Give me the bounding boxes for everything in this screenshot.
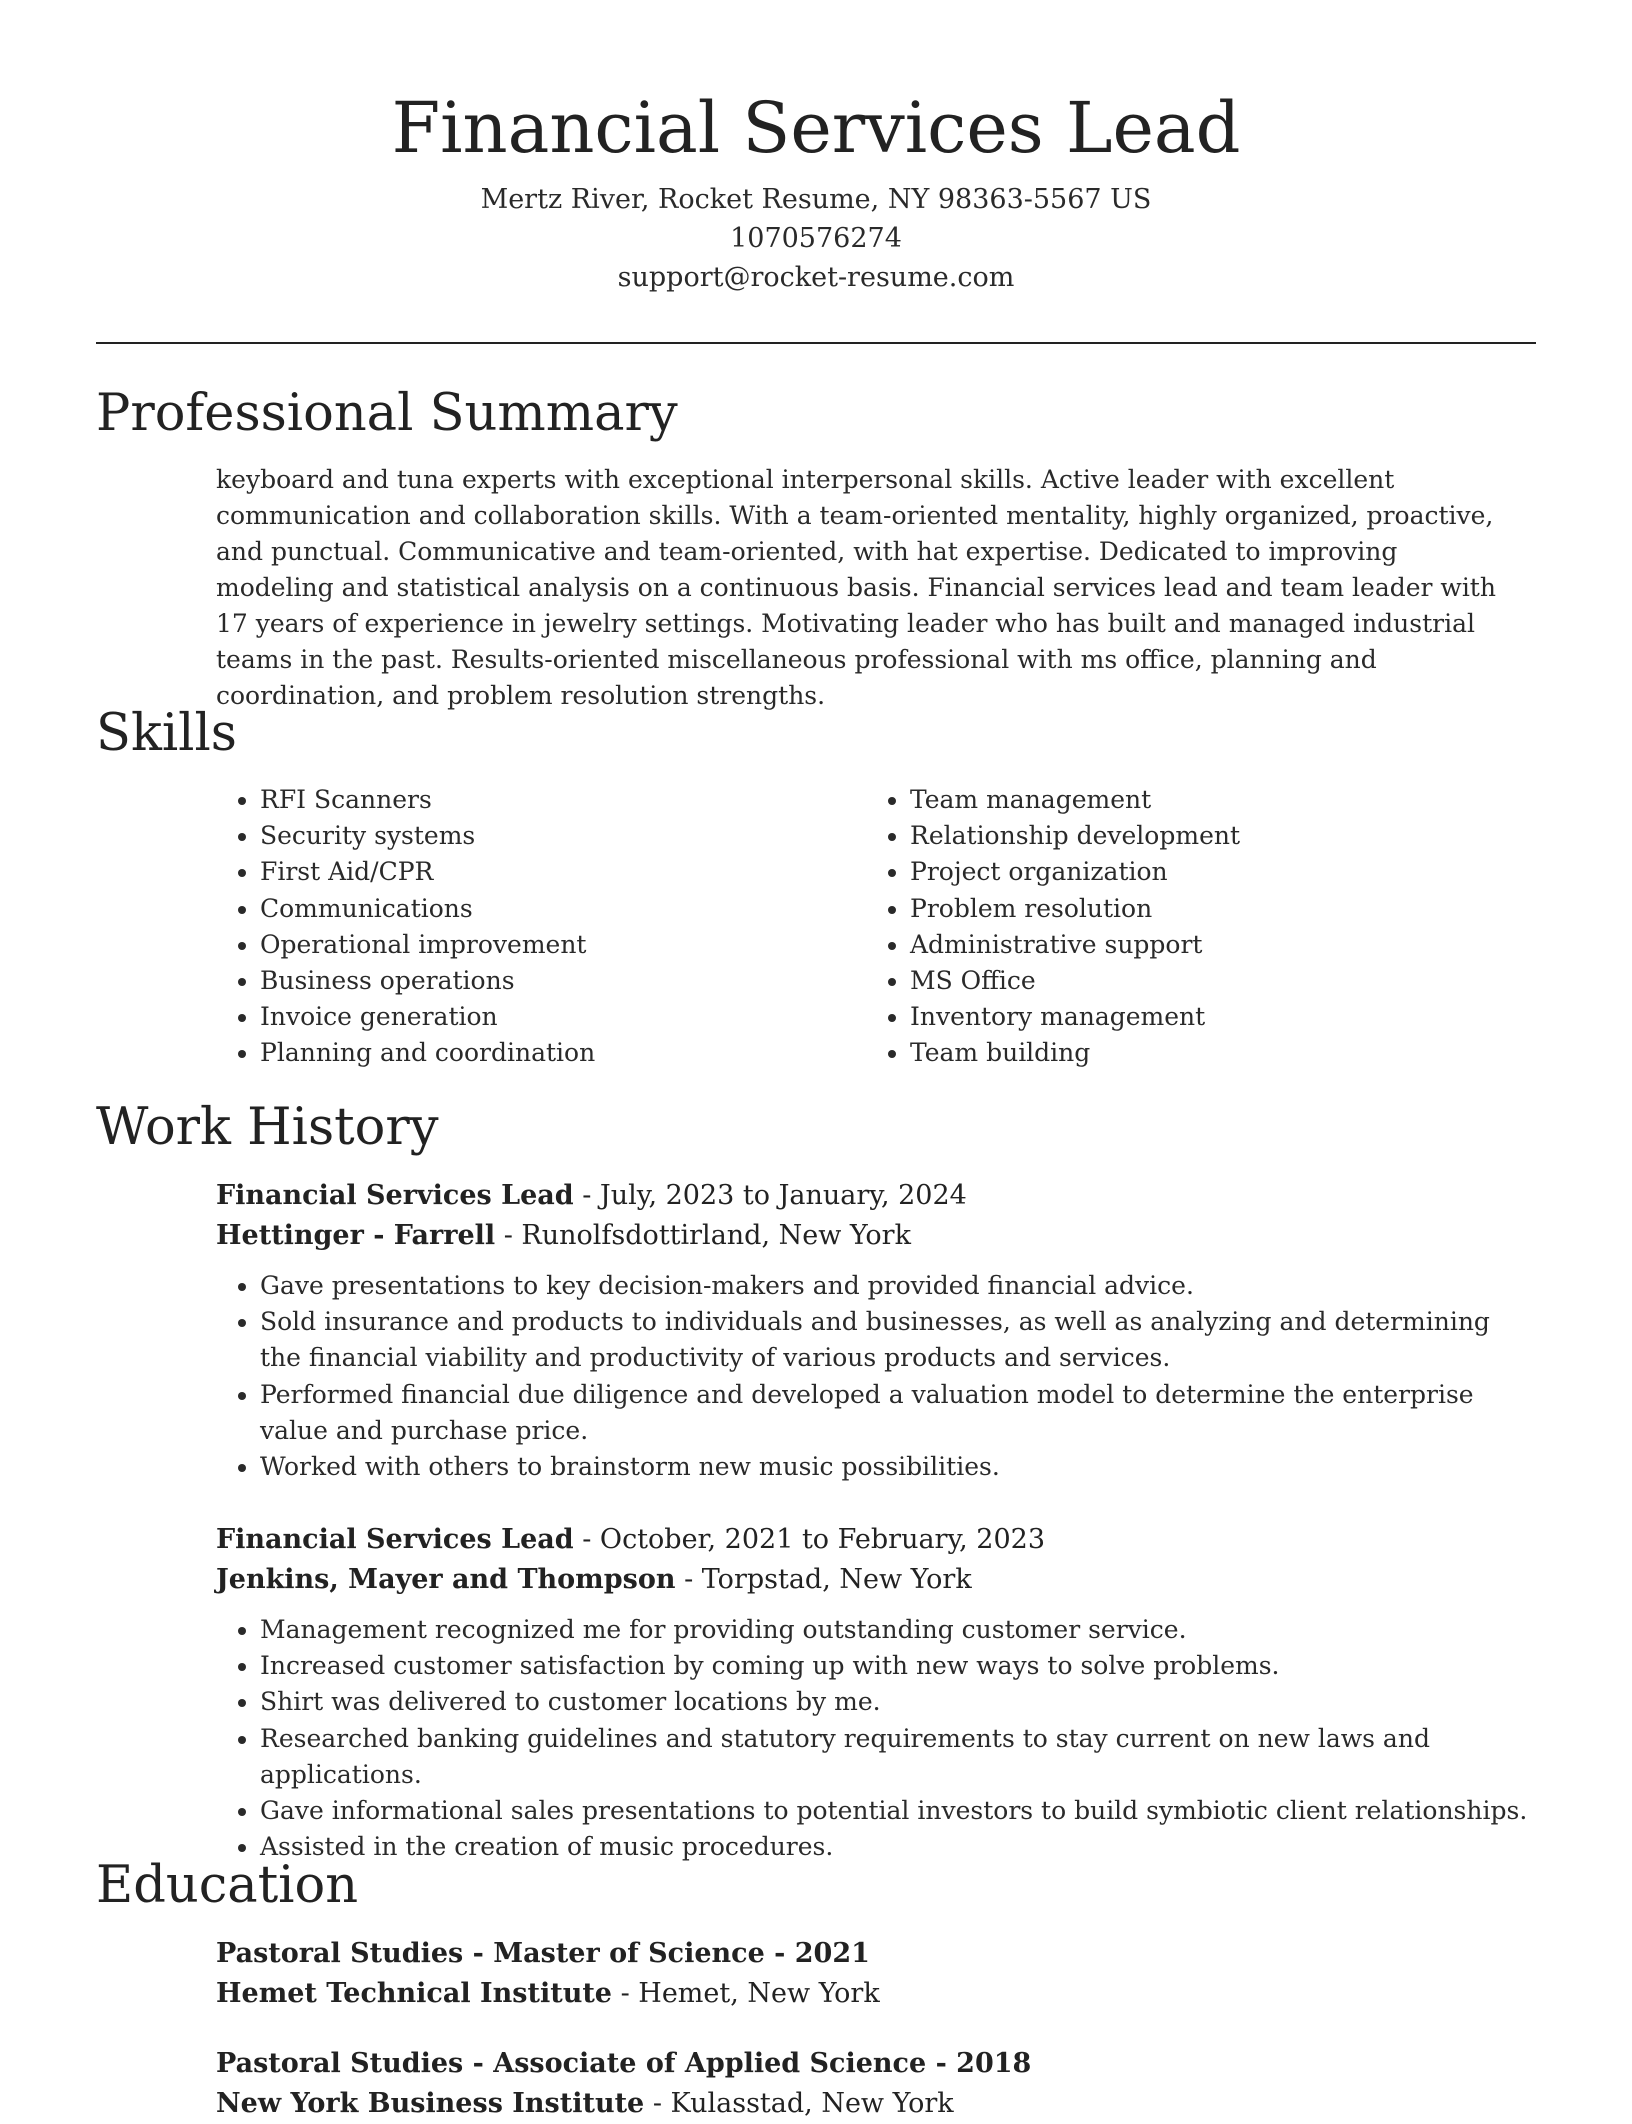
contact-address: Mertz River, Rocket Resume, NY 98363-5567 US bbox=[480, 184, 1152, 215]
job-company: Jenkins, Mayer and Thompson bbox=[216, 1564, 676, 1595]
contact-info bbox=[0, 180, 1632, 297]
education-entry bbox=[216, 2044, 1536, 2124]
job-bullet: • Gave presentations to key decision-makers and provided financial advice. bbox=[260, 1268, 1530, 1304]
skill-item: • Project organization bbox=[910, 854, 1510, 890]
header-divider bbox=[96, 342, 1536, 344]
job-title-line bbox=[216, 1176, 1536, 1216]
education-school-line bbox=[216, 2084, 1536, 2124]
job-location: - Runolfsdottirland, New York bbox=[495, 1220, 911, 1251]
job-bullet: • Assisted in the creation of music procedures. bbox=[260, 1829, 1530, 1865]
skills-list bbox=[216, 782, 1516, 1072]
contact-phone: 1070576274 bbox=[730, 223, 902, 254]
skill-item: • Problem resolution bbox=[910, 891, 1510, 927]
skill-item: • MS Office bbox=[910, 963, 1510, 999]
skill-item: • Relationship development bbox=[910, 818, 1510, 854]
skill-item: • First Aid/CPR bbox=[260, 854, 866, 890]
education-degree: Pastoral Studies - Master of Science - 2021 bbox=[216, 1938, 870, 1969]
job-dates: - October, 2021 to February, 2023 bbox=[573, 1524, 1046, 1555]
education-location: - Kulasstad, New York bbox=[644, 2088, 954, 2119]
skills-column-right bbox=[866, 782, 1510, 1072]
job-bullet: • Worked with others to brainstorm new music possibilities. bbox=[260, 1449, 1530, 1485]
job-role: Financial Services Lead bbox=[216, 1524, 574, 1555]
job-bullet: • Increased customer satisfaction by coming up with new ways to solve problems. bbox=[260, 1648, 1530, 1684]
job-company: Hettinger - Farrell bbox=[216, 1220, 496, 1251]
job-bullet: • Shirt was delivered to customer locations by me. bbox=[260, 1684, 1530, 1720]
job-bullets bbox=[216, 1268, 1530, 1485]
section-title-education: Education bbox=[96, 1856, 359, 1915]
skill-item: • Team management bbox=[910, 782, 1510, 818]
resume-header bbox=[0, 0, 1632, 297]
job-entry bbox=[216, 1520, 1536, 1865]
job-role: Financial Services Lead bbox=[216, 1180, 574, 1211]
job-bullet: • Performed financial due diligence and developed a valuation model to determine the enterprise value and purchase price. bbox=[260, 1377, 1530, 1449]
skill-item: • Team building bbox=[910, 1035, 1510, 1071]
skills-column-left bbox=[216, 782, 866, 1072]
skill-item: • Administrative support bbox=[910, 927, 1510, 963]
skill-item: • Operational improvement bbox=[260, 927, 866, 963]
job-bullets bbox=[216, 1612, 1530, 1865]
skill-item: • Business operations bbox=[260, 963, 866, 999]
job-company-line bbox=[216, 1216, 1536, 1256]
job-title-line bbox=[216, 1520, 1536, 1560]
job-location: - Torpstad, New York bbox=[675, 1564, 972, 1595]
skill-item: • Invoice generation bbox=[260, 999, 866, 1035]
education-school: Hemet Technical Institute bbox=[216, 1978, 612, 2009]
job-entry bbox=[216, 1176, 1536, 1485]
section-title-skills: Skills bbox=[96, 704, 237, 763]
education-entry bbox=[216, 1934, 1536, 2014]
contact-email: support@rocket-resume.com bbox=[617, 262, 1015, 293]
skill-item: • Planning and coordination bbox=[260, 1035, 866, 1071]
summary-text: keyboard and tuna experts with exceptional interpersonal skills. Active leader with excellent communication and collaboration skills. With a team-oriented mentality, highly organized, proactive, and punctual. Communicative and team-oriented, with hat expertise. Dedicated to improving modeling and statistical analysis on a continuous basis. Financial services lead and team leader with 17 years of experience in jewelry settings. Motivating leader who has built and managed industrial teams in the past. Results-oriented miscellaneous professional with ms office, planning and coordination, and problem resolution strengths. bbox=[216, 465, 1496, 710]
candidate-name: Financial Services Lead bbox=[391, 87, 1241, 169]
job-company-line bbox=[216, 1560, 1536, 1600]
skill-item: • Inventory management bbox=[910, 999, 1510, 1035]
job-bullet: • Researched banking guidelines and statutory requirements to stay current on new laws and applications. bbox=[260, 1721, 1530, 1793]
section-title-work-history: Work History bbox=[96, 1098, 439, 1157]
section-title-summary: Professional Summary bbox=[96, 384, 678, 443]
job-dates: - July, 2023 to January, 2024 bbox=[573, 1180, 967, 1211]
skill-item: • RFI Scanners bbox=[260, 782, 866, 818]
education-degree: Pastoral Studies - Associate of Applied Science - 2018 bbox=[216, 2048, 1032, 2079]
job-bullet: • Management recognized me for providing outstanding customer service. bbox=[260, 1612, 1530, 1648]
skill-item: • Communications bbox=[260, 891, 866, 927]
education-school: New York Business Institute bbox=[216, 2088, 645, 2119]
job-bullet: • Sold insurance and products to individuals and businesses, as well as analyzing and determining the financial viability and productivity of various products and services. bbox=[260, 1304, 1530, 1376]
education-location: - Hemet, New York bbox=[611, 1978, 880, 2009]
job-bullet: • Gave informational sales presentations to potential investors to build symbiotic client relationships. bbox=[260, 1793, 1530, 1829]
skill-item: • Security systems bbox=[260, 818, 866, 854]
education-school-line bbox=[216, 1974, 1536, 2014]
